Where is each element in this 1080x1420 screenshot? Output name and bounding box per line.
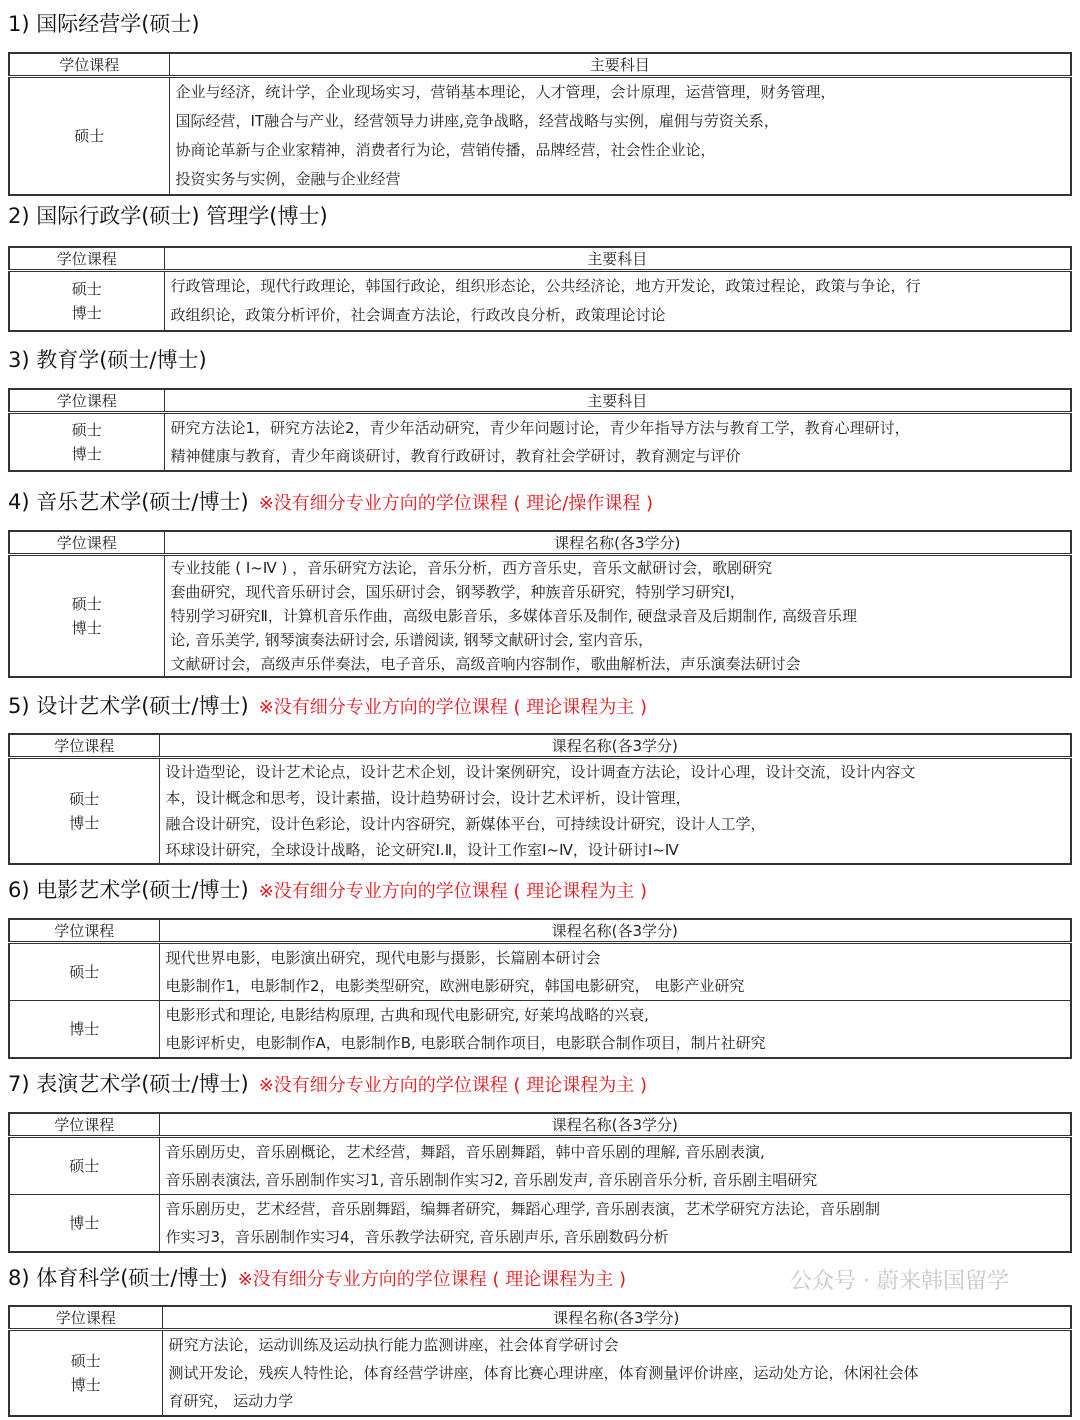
degree-label: 博士	[69, 1020, 100, 1038]
degree-label: 博士	[71, 445, 102, 463]
header-subjects: 课程名称(各3学分)	[159, 734, 1071, 758]
degree-cell	[9, 1195, 159, 1253]
section-title-text: 7) 表演艺术学(硕士/博士)	[8, 1072, 249, 1096]
header-degree: 学位课程	[9, 734, 159, 758]
subject-line: 电影形式和理论, 电影结构原理, 古典和现代电影研究, 好莱坞战略的兴衰,	[165, 1006, 649, 1024]
header-degree: 学位课程	[9, 389, 164, 413]
degree-label: 硕士	[69, 963, 100, 981]
subject-line: 文献研讨会，高级声乐伴奏法，电子音乐，高级音响内容制作，歌曲解析法，声乐演奏法研讨会	[170, 655, 801, 673]
table-header-row	[9, 53, 1071, 77]
table-header-row	[9, 919, 1071, 943]
section-note: ※没有细分专业方向的学位课程 ( 理论/操作课程 )	[258, 493, 654, 514]
section-note: ※没有细分专业方向的学位课程 ( 理论课程为主 )	[258, 881, 647, 902]
section-title	[8, 8, 200, 38]
degree-cell	[9, 413, 164, 472]
subject-line: 企业与经济，统计学，企业现场实习，营销基本理论，人才管理，会计原理，运营管理，财务管理，	[175, 83, 836, 101]
subject-line: 协商论革新与企业家精神，消费者行为论，营销传播，品牌经营，社会性企业论，	[175, 141, 716, 159]
header-subjects: 主要科目	[169, 53, 1071, 77]
subject-line: 育研究， 运动力学	[168, 1392, 294, 1410]
table-row	[9, 758, 1071, 865]
subject-line: 音乐剧历史，艺术经营，音乐剧舞蹈，编舞者研究，舞蹈心理学, 音乐剧表演，艺术学研究方法论，音乐剧制	[165, 1200, 881, 1218]
table-row	[9, 413, 1071, 472]
table-row	[9, 271, 1071, 332]
header-subjects: 主要科目	[164, 247, 1071, 271]
subject-line: 论, 音乐美学, 钢琴演奏法研讨会, 乐谱阅读, 钢琴文献研讨会, 室内音乐，	[170, 631, 654, 649]
section-title-text: 3) 教育学(硕士/博士)	[8, 348, 207, 372]
section-title-text: 6) 电影艺术学(硕士/博士)	[8, 878, 249, 902]
subject-line: 国际经营，IT融合与产业，经营领导力讲座,竞争战略，经营战略与实例，雇佣与劳资关系，	[175, 112, 779, 130]
subject-line: 环球设计研究，全球设计战略，论文研究Ⅰ.Ⅱ，设计工作室Ⅰ~Ⅳ，设计研讨Ⅰ~Ⅳ	[165, 841, 679, 859]
table-header-row	[9, 1113, 1071, 1137]
table-row	[9, 1330, 1071, 1417]
section-title-text: 1) 国际经营学(硕士)	[8, 12, 200, 36]
subject-line: 研究方法论，运动训练及运动执行能力监测讲座，社会体育学研讨会	[168, 1336, 619, 1354]
section-note: ※没有细分专业方向的学位课程 ( 理论课程为主 )	[258, 697, 647, 718]
header-subjects: 课程名称(各3学分)	[159, 1113, 1071, 1137]
degree-label: 博士	[69, 814, 100, 832]
table-row	[9, 1195, 1071, 1253]
section-title	[8, 1262, 626, 1292]
subjects-cell	[164, 555, 1071, 678]
degree-label: 博士	[71, 304, 102, 322]
section-title	[8, 874, 647, 904]
course-table	[8, 918, 1072, 1059]
subject-line: 电影制作1，电影制作2，电影类型研究，欧洲电影研究，韩国电影研究， 电影产业研究	[165, 977, 745, 995]
section-title-text: 2) 国际行政学(硕士) 管理学(博士)	[8, 204, 328, 228]
subject-line: 专业技能 ( Ⅰ~Ⅳ ) ，音乐研究方法论，音乐分析，西方音乐史，音乐文献研讨会，歌剧研究	[170, 559, 773, 577]
subjects-cell	[159, 1001, 1071, 1059]
subject-line: 音乐剧历史，音乐剧概论，艺术经营，舞蹈，音乐剧舞蹈，韩中音乐剧的理解, 音乐剧表演,	[165, 1143, 765, 1161]
table-row	[9, 1001, 1071, 1059]
course-table	[8, 1305, 1072, 1417]
degree-label: 硕士	[74, 127, 105, 145]
subjects-cell	[164, 271, 1071, 332]
header-subjects: 课程名称(各3学分)	[162, 1306, 1071, 1330]
degree-label: 硕士	[70, 1352, 101, 1370]
degree-label: 硕士	[69, 1157, 100, 1175]
subject-line: 投资实务与实例，金融与企业经营	[175, 170, 401, 188]
degree-cell	[9, 77, 169, 196]
subject-line: 音乐剧表演法, 音乐剧制作实习1, 音乐剧制作实习2, 音乐剧发声, 音乐剧音乐分析, 音乐剧主唱研究	[165, 1171, 818, 1189]
section-title-text: 5) 设计艺术学(硕士/博士)	[8, 694, 249, 718]
header-subjects: 课程名称(各3学分)	[164, 531, 1071, 555]
subject-line: 特别学习研究Ⅱ，计算机音乐作曲，高级电影音乐，多媒体音乐及制作, 硬盘录音及后期制作, 高级音乐理	[170, 607, 857, 625]
section-title	[8, 200, 328, 230]
table-header-row	[9, 247, 1071, 271]
section-title	[8, 486, 653, 516]
subject-line: 电影评析史，电影制作A，电影制作B, 电影联合制作项目，电影联合制作项目，制片社研究	[165, 1034, 766, 1052]
header-degree: 学位课程	[9, 531, 164, 555]
section-title-text: 4) 音乐艺术学(硕士/博士)	[8, 490, 249, 514]
degree-cell	[9, 1137, 159, 1195]
section-note: ※没有细分专业方向的学位课程 ( 理论课程为主 )	[258, 1075, 647, 1096]
table-header-row	[9, 531, 1071, 555]
table-header-row	[9, 734, 1071, 758]
header-degree: 学位课程	[9, 247, 164, 271]
subject-line: 作实习3，音乐剧制作实习4，音乐教学法研究, 音乐剧声乐, 音乐剧数码分析	[165, 1228, 669, 1246]
degree-label: 硕士	[71, 595, 102, 613]
subjects-cell	[159, 1195, 1071, 1253]
subject-line: 融合设计研究，设计色彩论，设计内容研究，新媒体平台，可持续设计研究，设计人工学，	[165, 815, 766, 833]
degree-label: 博士	[69, 1214, 100, 1232]
header-degree: 学位课程	[9, 1113, 159, 1137]
header-degree: 学位课程	[9, 1306, 162, 1330]
degree-cell	[9, 1330, 162, 1417]
degree-cell	[9, 758, 159, 865]
degree-label: 博士	[70, 1376, 101, 1394]
subjects-cell	[159, 758, 1071, 865]
course-table	[8, 1112, 1072, 1253]
subject-line: 套曲研究，现代音乐研讨会，国乐研讨会，钢琴教学，种族音乐研究，特别学习研究Ⅰ，	[170, 583, 745, 601]
course-table	[8, 388, 1072, 472]
subject-line: 现代世界电影，电影演出研究，现代电影与摄影，长篇剧本研讨会	[165, 949, 601, 967]
subjects-cell	[162, 1330, 1071, 1417]
subject-line: 测试开发论，残疾人特性论，体育经营学讲座，体育比赛心理讲座，体育测量评价讲座，运动处方论，休闲社会体	[168, 1364, 919, 1382]
table-row	[9, 555, 1071, 678]
course-table	[8, 52, 1072, 196]
subject-line: 精神健康与教育，青少年商谈研讨，教育行政研讨，教育社会学研讨，教育测定与评价	[170, 447, 741, 465]
subject-line: 本，设计概念和思考，设计素描，设计趋势研讨会，设计艺术评析，设计管理，	[165, 789, 691, 807]
subject-line: 政组织论，政策分析评价，社会调查方法论，行政改良分析，政策理论讨论	[170, 306, 666, 324]
header-subjects: 课程名称(各3学分)	[159, 919, 1071, 943]
degree-label: 博士	[71, 619, 102, 637]
table-header-row	[9, 1306, 1071, 1330]
degree-cell	[9, 1001, 159, 1059]
subjects-cell	[164, 413, 1071, 472]
table-row	[9, 77, 1071, 196]
degree-label: 硕士	[71, 421, 102, 439]
header-degree: 学位课程	[9, 919, 159, 943]
section-title	[8, 690, 647, 720]
section-note: ※没有细分专业方向的学位课程 ( 理论课程为主 )	[237, 1269, 626, 1290]
table-header-row	[9, 389, 1071, 413]
degree-cell	[9, 943, 159, 1001]
degree-label: 硕士	[71, 280, 102, 298]
subject-line: 设计造型论，设计艺术论点，设计艺术企划，设计案例研究，设计调查方法论，设计心理，设计交流，设计内容文	[165, 763, 916, 781]
header-subjects: 主要科目	[164, 389, 1071, 413]
degree-cell	[9, 271, 164, 332]
subjects-cell	[169, 77, 1071, 196]
course-table	[8, 246, 1072, 332]
section-title	[8, 1068, 647, 1098]
header-degree: 学位课程	[9, 53, 169, 77]
subjects-cell	[159, 1137, 1071, 1195]
section-title-text: 8) 体育科学(硕士/博士)	[8, 1266, 228, 1290]
course-table	[8, 733, 1072, 865]
subject-line: 研究方法论1，研究方法论2，青少年活动研究，青少年问题讨论，青少年指导方法与教育工学，教育心理研讨，	[170, 419, 910, 437]
section-title	[8, 344, 207, 374]
degree-cell	[9, 555, 164, 678]
table-row	[9, 1137, 1071, 1195]
subjects-cell	[159, 943, 1071, 1001]
course-table	[8, 530, 1072, 678]
degree-label: 硕士	[69, 790, 100, 808]
watermark: 公众号 · 蔚来韩国留学	[790, 1269, 1009, 1294]
table-row	[9, 943, 1071, 1001]
subject-line: 行政管理论，现代行政理论，韩国行政论，组织形态论，公共经济论，地方开发论，政策过程论，政策与争论，行	[170, 277, 921, 295]
